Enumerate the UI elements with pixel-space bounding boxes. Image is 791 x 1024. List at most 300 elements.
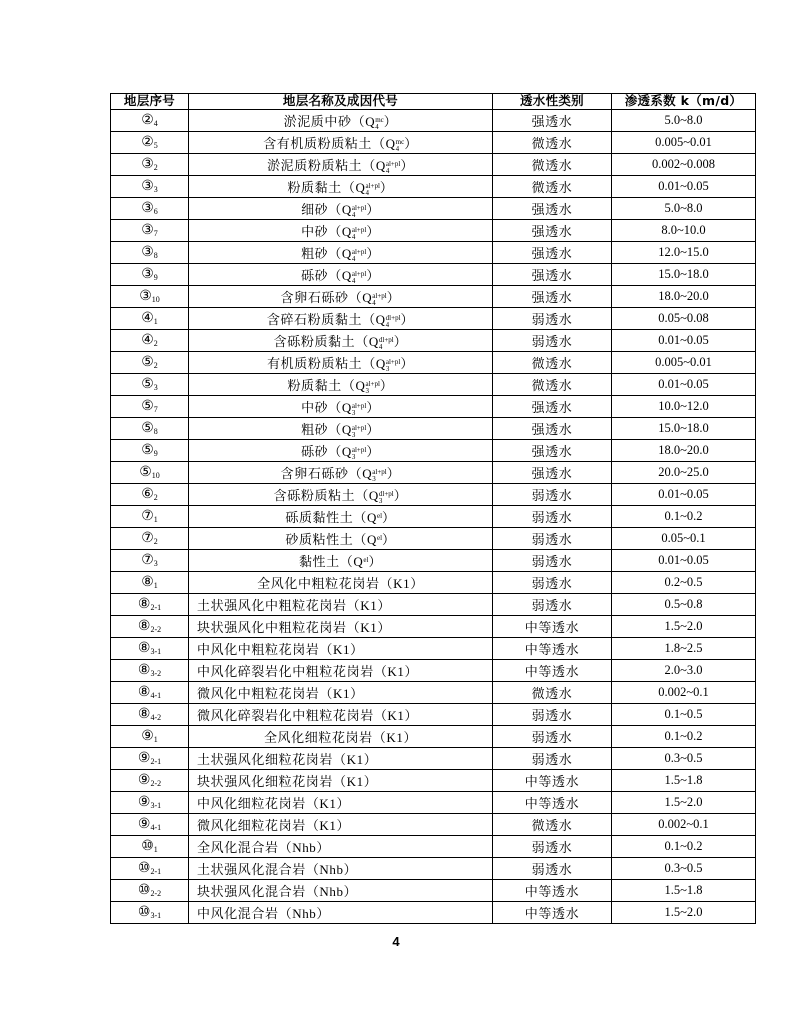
genesis-code-superscript: al+pl [351, 225, 367, 234]
layer-number-cell [111, 374, 189, 396]
layer-number-subscript: 2-1 [150, 757, 162, 766]
layer-name-cell [189, 242, 493, 264]
genesis-code-superscript: al+pl [365, 181, 380, 190]
permeability-coefficient-cell [612, 286, 756, 308]
layer-name-cell [189, 352, 493, 374]
layer-name-text: 中砂 [301, 399, 329, 415]
genesis-code-superscript: el [363, 556, 369, 564]
layer-name-text: 中风化中粗粒花岗岩 [197, 642, 320, 657]
layer-name [197, 815, 350, 834]
layer-number-circled: ⑤ [141, 377, 154, 392]
layer-name [197, 639, 364, 658]
genesis-code-open: （ [339, 554, 354, 569]
layer-number [141, 552, 158, 569]
layer-name-text: 砾砂 [301, 267, 329, 283]
permeability-coefficient-cell [612, 770, 756, 792]
layer-number [141, 530, 158, 547]
header-layer-name [189, 94, 493, 110]
permeability-coefficient-cell [612, 396, 756, 418]
layer-number-subscript: 7 [153, 405, 158, 414]
genesis-code-open: （ [351, 113, 366, 129]
permeability-class: 中等透水 [524, 884, 580, 899]
layer-name-cell [189, 198, 493, 220]
genesis-code-close: ） [383, 113, 398, 129]
genesis-code-base: Q [368, 333, 379, 349]
permeability-coefficient: 0.1~0.2 [664, 509, 703, 523]
genesis-code-base: Q [355, 179, 366, 195]
genesis-code-open: （ [328, 223, 342, 239]
permeability-coefficient: 5.0~8.0 [664, 113, 703, 127]
layer-name [257, 573, 424, 592]
permeability-coefficient-cell [612, 264, 756, 286]
genesis-code-close: ） [393, 487, 408, 503]
genesis-code-base: Q [375, 311, 386, 327]
layer-name [267, 309, 414, 329]
genesis-code-open: （ [328, 421, 342, 437]
layer-name [287, 177, 393, 197]
layer-number-cell [111, 132, 189, 154]
layer-name-cell [189, 154, 493, 176]
page-number: 4 [392, 934, 400, 949]
permeability-class-cell [493, 462, 612, 484]
permeability-class-cell [493, 198, 612, 220]
permeability-coefficient: 1.5~1.8 [664, 883, 703, 897]
genesis-code-close: ） [404, 664, 419, 679]
genesis-code-open: （ [328, 201, 342, 217]
layer-number-circled: ⑧ [137, 641, 151, 656]
permeability-class-cell [493, 572, 612, 594]
layer-number [141, 420, 158, 437]
layer-number [138, 882, 161, 899]
layer-name-text: 含卵石砾砂 [280, 289, 349, 305]
layer-number-subscript: 1 [153, 515, 158, 524]
layer-number-cell [111, 770, 189, 792]
layer-name [267, 353, 414, 373]
layer-number-cell [111, 462, 189, 484]
layer-number-circled: ③ [139, 289, 152, 304]
layer-name [197, 881, 357, 900]
genesis-code-superscript: al+pl [372, 467, 387, 476]
layer-name-cell [189, 462, 493, 484]
genesis-code-subscript: 4 [365, 188, 369, 197]
permeability-class: 弱透水 [531, 730, 573, 745]
permeability-coefficient: 0.05~0.1 [661, 531, 706, 545]
genesis-code-close: ） [366, 223, 380, 239]
layer-number-subscript: 2-2 [150, 625, 162, 634]
layer-number-cell [111, 154, 189, 176]
layer-number-subscript: 1 [153, 317, 158, 326]
genesis-code-close: ） [403, 730, 418, 745]
genesis-code-subscript: 3 [351, 452, 356, 461]
layer-name [197, 859, 357, 878]
permeability-class-cell [493, 704, 612, 726]
layer-number [138, 816, 161, 833]
permeability-coefficient-cell [612, 352, 756, 374]
header-label: 地层名称及成因代号 [282, 94, 399, 109]
layer-name-cell [189, 418, 493, 440]
genesis-code-close: ） [350, 642, 364, 657]
layer-number-subscript: 4 [153, 119, 158, 128]
genesis-code-indices [365, 183, 379, 197]
header-layer-number [111, 94, 189, 110]
permeability-coefficient-cell [612, 154, 756, 176]
genesis-code-indices [352, 227, 366, 241]
genesis-code-open: （ [372, 730, 387, 745]
permeability-coefficient-cell [612, 836, 756, 858]
layer-name-cell [189, 176, 493, 198]
layer-name-cell [189, 704, 493, 726]
genesis-code-open: （ [355, 487, 369, 503]
permeability-coefficient-cell [612, 132, 756, 154]
permeability-class-cell [493, 506, 612, 528]
layer-number-circled: ⑧ [141, 575, 154, 590]
genesis-code-base: K1 [346, 752, 364, 767]
header-permeability-class [493, 94, 612, 110]
layer-name [301, 397, 380, 417]
layer-number-cell [111, 858, 189, 880]
permeability-coefficient: 1.5~1.8 [664, 773, 703, 787]
genesis-code-base: Q [355, 377, 366, 393]
layer-name [301, 441, 380, 461]
layer-name [197, 837, 330, 856]
permeability-class: 强透水 [531, 290, 573, 305]
layer-name-cell [189, 638, 493, 660]
genesis-code-open: （ [305, 796, 320, 811]
layer-number-subscript: 2-1 [150, 603, 162, 612]
permeability-class-cell [493, 308, 612, 330]
layer-number [139, 288, 160, 305]
genesis-code-close: ） [393, 333, 408, 349]
layer-number-subscript: 6 [153, 207, 158, 216]
layer-number-cell [111, 506, 189, 528]
layer-number-circled: ⑨ [137, 773, 151, 788]
layer-name [197, 661, 418, 680]
layer-name-cell [189, 594, 493, 616]
layer-name-text: 黏性土 [298, 554, 340, 569]
genesis-code-superscript: mc [375, 115, 384, 124]
layer-number-circled: ⑤ [141, 355, 154, 370]
layer-number [138, 860, 161, 877]
permeability-coefficient-cell [612, 858, 756, 880]
genesis-code-base: Q [365, 113, 376, 129]
layer-number-circled: ⑧ [137, 663, 151, 678]
genesis-code-base: K1 [393, 576, 411, 591]
genesis-code-open: （ [346, 598, 361, 613]
permeability-coefficient: 20.0~25.0 [658, 465, 709, 479]
layer-number-subscript: 4-1 [150, 691, 162, 700]
genesis-code-indices [352, 403, 366, 417]
genesis-code-close: ） [316, 840, 331, 855]
layer-name-cell [189, 110, 493, 132]
layer-number-circled: ⑨ [137, 751, 151, 766]
layer-number-subscript: 3-1 [150, 911, 162, 920]
layer-name-text: 中风化碎裂岩化中粗粒花岗岩 [197, 664, 374, 679]
permeability-coefficient: 1.5~2.0 [664, 905, 703, 919]
layer-number-cell [111, 792, 189, 814]
genesis-code-close: ） [410, 576, 424, 591]
layer-name-text: 淤泥质粉质粘土 [267, 157, 363, 173]
permeability-class-cell [493, 528, 612, 550]
permeability-class-cell [493, 330, 612, 352]
genesis-code-indices [352, 425, 366, 439]
layer-number-circled: ⑧ [137, 685, 151, 700]
genesis-code-close: ） [366, 443, 380, 459]
layer-number [141, 178, 158, 195]
layer-number-circled: ③ [141, 245, 154, 260]
genesis-code-close: ） [363, 752, 378, 767]
genesis-code-open: （ [278, 840, 293, 855]
genesis-code-subscript: 4 [351, 210, 356, 219]
layer-number-cell [111, 176, 189, 198]
layer-number-cell [111, 660, 189, 682]
genesis-code-base: K1 [346, 774, 364, 789]
genesis-code-base: Q [362, 465, 373, 481]
permeability-coefficient: 2.0~3.0 [664, 663, 703, 677]
permeability-coefficient-cell [612, 484, 756, 506]
layer-name-text: 中风化混合岩 [197, 906, 279, 921]
layer-number [138, 706, 161, 723]
permeability-class: 中等透水 [524, 774, 580, 789]
permeability-class-cell [493, 880, 612, 902]
layer-name-cell [189, 880, 493, 902]
layer-name-text: 土状强风化细粒花岗岩 [197, 752, 334, 767]
genesis-code-subscript: 3 [351, 430, 356, 439]
permeability-coefficient-cell [612, 374, 756, 396]
genesis-code-base: Q [366, 532, 377, 547]
permeability-class: 弱透水 [531, 532, 573, 547]
permeability-coefficient-cell [612, 506, 756, 528]
layer-name [287, 375, 393, 395]
genesis-code-open: （ [305, 862, 320, 877]
layer-number-circled: ⑩ [137, 905, 151, 920]
genesis-code-close: ） [316, 906, 331, 921]
layer-name [197, 595, 391, 614]
permeability-coefficient-cell [612, 880, 756, 902]
layer-name-cell [189, 616, 493, 638]
genesis-code-open: （ [353, 510, 367, 525]
layer-number-subscript: 4-2 [150, 713, 162, 722]
layer-number-circled: ⑨ [137, 795, 151, 810]
permeability-coefficient-cell [612, 330, 756, 352]
permeability-coefficient-cell [612, 572, 756, 594]
permeability-coefficient-cell [612, 220, 756, 242]
layer-number-cell [111, 550, 189, 572]
layer-name [284, 111, 398, 131]
layer-name [281, 287, 401, 307]
permeability-class: 弱透水 [531, 598, 573, 613]
genesis-code-close: ） [336, 796, 351, 811]
layer-number [141, 156, 158, 173]
layer-number-cell [111, 286, 189, 308]
genesis-code-open: （ [333, 774, 347, 789]
layer-number-cell [111, 264, 189, 286]
permeability-class: 强透水 [531, 422, 573, 437]
genesis-code-base: Q [375, 157, 386, 173]
genesis-code-open: （ [319, 686, 334, 701]
layer-number-cell [111, 484, 189, 506]
layer-number-subscript: 2 [153, 339, 158, 348]
permeability-coefficient-cell [612, 198, 756, 220]
permeability-coefficient: 15.0~18.0 [658, 421, 709, 435]
layer-name [285, 507, 395, 526]
genesis-code-base: Q [385, 135, 396, 151]
layer-number-circled: ② [141, 135, 154, 150]
layer-name [274, 485, 408, 505]
layer-number-subscript: 3-2 [150, 669, 162, 678]
genesis-code-subscript: 3 [378, 496, 383, 505]
permeability-class: 强透水 [531, 444, 573, 459]
layer-number-subscript: 1 [153, 735, 158, 744]
genesis-code-superscript: al+pl [351, 423, 367, 432]
permeability-coefficient: 1.5~2.0 [664, 795, 703, 809]
permeability-coefficient: 0.002~0.1 [658, 817, 709, 831]
permeability-class: 强透水 [531, 400, 573, 415]
genesis-code-subscript: 4 [378, 342, 383, 351]
permeability-class: 中等透水 [524, 620, 580, 635]
genesis-code-subscript: 3 [385, 364, 390, 373]
permeability-class-cell [493, 660, 612, 682]
permeability-class: 微透水 [531, 136, 573, 151]
genesis-code-superscript: al+pl [351, 247, 367, 256]
genesis-code-subscript: 4 [351, 276, 356, 285]
layer-number-circled: ② [141, 113, 154, 128]
permeability-coefficient: 0.01~0.05 [658, 333, 709, 347]
permeability-class: 中等透水 [524, 664, 580, 679]
genesis-code-open: （ [362, 157, 376, 173]
genesis-code-open: （ [319, 642, 334, 657]
permeability-coefficient: 0.1~0.2 [664, 839, 703, 853]
genesis-code-subscript: 4 [351, 232, 356, 241]
layer-name [285, 529, 395, 548]
layer-number-cell [111, 440, 189, 462]
genesis-code-open: （ [341, 179, 356, 195]
layer-name-cell [189, 374, 493, 396]
permeability-coefficient: 1.5~2.0 [664, 619, 703, 633]
permeability-coefficient: 0.005~0.01 [655, 135, 712, 149]
genesis-code-close: ） [379, 179, 394, 195]
permeability-coefficient-cell [612, 638, 756, 660]
genesis-code-subscript: 4 [385, 166, 390, 175]
permeability-class: 强透水 [531, 114, 573, 129]
layer-number-subscript: 2 [153, 493, 158, 502]
permeability-class-cell [493, 550, 612, 572]
layer-name-cell [189, 132, 493, 154]
layer-number [141, 376, 158, 393]
genesis-code-superscript: al+pl [365, 379, 380, 388]
layer-number-cell [111, 396, 189, 418]
genesis-code-open: （ [362, 355, 376, 371]
genesis-code-close: ） [366, 245, 380, 261]
layer-number [141, 244, 158, 261]
genesis-code-indices [386, 315, 401, 329]
genesis-code-open: （ [373, 708, 388, 723]
permeability-coefficient-cell [612, 616, 756, 638]
layer-number-circled: ⑦ [141, 509, 154, 524]
layer-name-cell [189, 264, 493, 286]
permeability-class-cell [493, 286, 612, 308]
genesis-code-close: ） [404, 708, 419, 723]
layer-number-circled: ⑩ [137, 861, 151, 876]
genesis-code-close: ） [350, 686, 364, 701]
layer-number [141, 486, 158, 503]
genesis-code-base: Q [341, 443, 352, 459]
genesis-code-close: ） [366, 421, 380, 437]
genesis-code-open: （ [373, 664, 388, 679]
permeability-class-cell [493, 902, 612, 924]
genesis-code-subscript: 4 [385, 320, 390, 329]
layer-name-text: 微风化细粒花岗岩 [197, 818, 306, 833]
genesis-code-base: K1 [386, 730, 404, 745]
layer-number [141, 728, 158, 745]
genesis-code-open: （ [355, 333, 369, 349]
permeability-class-cell [493, 484, 612, 506]
layer-number-circled: ⑩ [137, 883, 151, 898]
layer-name-cell [189, 308, 493, 330]
genesis-code-base: Q [353, 554, 364, 569]
layer-name-text: 砾砂 [301, 443, 329, 459]
layer-name [197, 683, 364, 702]
layer-name-cell [189, 814, 493, 836]
layer-number-circled: ⑤ [141, 421, 154, 436]
permeability-class: 强透水 [531, 268, 573, 283]
permeability-class-cell [493, 220, 612, 242]
genesis-code-open: （ [328, 267, 342, 283]
permeability-class: 强透水 [531, 224, 573, 239]
genesis-code-close: ） [386, 289, 401, 305]
header-label: 地层序号 [123, 94, 176, 109]
genesis-code-base: Nhb [319, 862, 344, 877]
permeability-class: 弱透水 [531, 576, 573, 591]
layer-number-subscript: 4-1 [150, 823, 162, 832]
layer-name [299, 551, 382, 570]
layer-number-circled: ④ [141, 311, 154, 326]
layer-name [197, 771, 377, 790]
layer-number [138, 772, 161, 789]
permeability-coefficient-cell [612, 440, 756, 462]
layer-number-subscript: 1 [153, 581, 158, 590]
genesis-code-close: ） [400, 355, 414, 371]
genesis-code-superscript: el [376, 512, 383, 520]
genesis-code-indices [352, 271, 366, 285]
genesis-code-indices [372, 469, 386, 483]
permeability-class-cell [493, 396, 612, 418]
layer-number-subscript: 7 [153, 229, 158, 238]
layer-name-text: 中风化细粒花岗岩 [197, 796, 306, 811]
layer-number [138, 596, 161, 613]
layer-name-text: 土状强风化混合岩 [197, 862, 306, 877]
layer-number [139, 464, 160, 481]
layer-name-cell [189, 836, 493, 858]
layer-number-circled: ⑧ [137, 597, 151, 612]
permeability-class-cell [493, 264, 612, 286]
layer-number-cell [111, 704, 189, 726]
genesis-code-superscript: al+pl [351, 203, 367, 212]
layer-number-circled: ⑥ [141, 487, 154, 502]
permeability-coefficient: 0.01~0.05 [658, 553, 709, 567]
layer-name-cell [189, 748, 493, 770]
layer-name [197, 793, 350, 812]
permeability-class: 中等透水 [524, 796, 580, 811]
layer-number-circled: ④ [141, 333, 154, 348]
permeability-coefficient: 0.005~0.01 [655, 355, 712, 369]
genesis-code-close: ） [368, 554, 383, 569]
permeability-coefficient-cell [612, 528, 756, 550]
layer-name-text: 中砂 [301, 223, 329, 239]
layer-name [197, 903, 330, 922]
layer-number-circled: ⑤ [139, 465, 152, 480]
permeability-coefficient: 0.01~0.05 [658, 377, 709, 391]
layer-number [141, 838, 158, 855]
